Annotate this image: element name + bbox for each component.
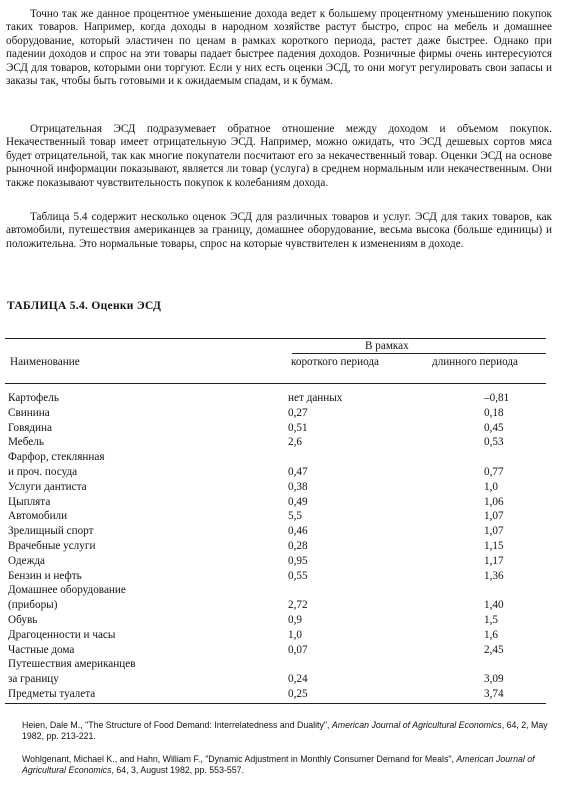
row-long-period-cell: 0,18 bbox=[484, 406, 504, 419]
row-long-period-cell: –0,81 bbox=[484, 392, 510, 404]
row-name-cell: и проч. посуда bbox=[8, 466, 78, 478]
row-name-cell: Цыплята bbox=[8, 495, 51, 508]
table-row bbox=[0, 465, 567, 479]
row-short-period-cell: 2,6 bbox=[288, 436, 302, 449]
row-long-period-cell: 2,45 bbox=[484, 643, 504, 656]
table-row bbox=[0, 643, 567, 657]
row-short-period-cell: 0,47 bbox=[288, 466, 308, 478]
table-bottom-rule bbox=[5, 703, 546, 704]
row-short-period-cell: 0,95 bbox=[288, 554, 308, 567]
row-name-cell: Одежда bbox=[8, 554, 45, 567]
row-long-period-cell: 0,77 bbox=[484, 466, 504, 478]
row-short-period-cell: 2,72 bbox=[288, 599, 308, 612]
table-title: ТАБЛИЦА 5.4. Оценки ЭСД bbox=[7, 300, 162, 312]
row-short-period-cell: 0,9 bbox=[288, 614, 302, 626]
col-name-header: Наименование bbox=[10, 356, 80, 368]
col-short-header: короткого периода bbox=[291, 356, 380, 368]
paragraph-1 bbox=[6, 8, 552, 88]
row-name-cell: Предметы туалета bbox=[8, 688, 96, 700]
paragraph-1-text: Точно так же данное процентное уменьшение дохода ведет к большему процентному уменьшению покупок таких товаров. Например, когда доходы в народном хозяйстве растут быстро, спрос на мебель и домашнее оборудование, который эластичен по ценам в рамках короткого периода, растет даже быстрее. Однако при падении доходов и спрос на эти товары падает быстрее падения доходов. Розничные фирмы очень интересуются ЭСД для товаров, которыми они торгуют. Если у них есть оценки ЭСД, то они могут регулировать свои запасы и заказы так, чтобы быть готовыми и к ожидаемым спадам, и к бумам. bbox=[6, 8, 552, 88]
row-long-period-cell: 0,53 bbox=[484, 436, 504, 449]
row-name-cell: Услуги дантиста bbox=[8, 480, 87, 493]
row-long-period-cell: 0,45 bbox=[484, 421, 504, 434]
table-row bbox=[0, 421, 567, 435]
table-row bbox=[0, 613, 567, 627]
row-name-cell: Фарфор, стеклянная bbox=[8, 451, 105, 464]
row-name-cell: Врачебные услуги bbox=[8, 540, 96, 552]
row-long-period-cell: 1,6 bbox=[484, 628, 498, 641]
table-row bbox=[0, 450, 567, 464]
row-long-period-cell: 1,40 bbox=[484, 599, 504, 612]
col-group-header: В рамках bbox=[365, 340, 409, 352]
table-row bbox=[0, 687, 567, 701]
row-name-cell: Свинина bbox=[8, 406, 50, 419]
row-name-cell: Бензин и нефть bbox=[8, 569, 82, 582]
table-header-rule bbox=[5, 383, 546, 384]
row-short-period-cell: 0,49 bbox=[288, 495, 308, 508]
table-row bbox=[0, 583, 567, 597]
row-short-period-cell: 0,51 bbox=[288, 421, 308, 434]
table-row bbox=[0, 509, 567, 523]
row-long-period-cell: 3,09 bbox=[484, 673, 504, 686]
row-long-period-cell: 1,15 bbox=[484, 540, 504, 552]
table-row bbox=[0, 435, 567, 449]
footnote-2: Wohlgenant, Michael K., and Hahn, William F., "Dynamic Adjustment in Monthly Consumer Demand for Meals", American Journal of Agricultural Economics, 64, 3, August 1982, pp. 553-557. bbox=[22, 754, 535, 775]
table-row bbox=[0, 554, 567, 568]
row-short-period-cell: 0,07 bbox=[288, 643, 308, 656]
row-short-period-cell: 5,5 bbox=[288, 510, 302, 523]
table-row bbox=[0, 628, 567, 642]
table-row bbox=[0, 672, 567, 686]
row-short-period-cell: 0,24 bbox=[288, 673, 308, 686]
paragraph-2 bbox=[6, 123, 552, 190]
row-name-cell: Говядина bbox=[8, 421, 52, 434]
row-name-cell: Картофель bbox=[8, 392, 59, 404]
row-short-period-cell: 0,55 bbox=[288, 569, 308, 582]
row-long-period-cell: 1,5 bbox=[484, 614, 498, 626]
col-long-header: длинного периода bbox=[432, 356, 518, 368]
table-row bbox=[0, 480, 567, 494]
table-row bbox=[0, 598, 567, 612]
row-name-cell: Частные дома bbox=[8, 643, 75, 656]
row-name-cell: за границу bbox=[8, 673, 59, 686]
table-row bbox=[0, 569, 567, 583]
row-short-period-cell: нет данных bbox=[288, 392, 343, 404]
col-group-rule bbox=[292, 353, 546, 354]
table-row bbox=[0, 539, 567, 553]
table-row bbox=[0, 657, 567, 671]
row-name-cell: Домашнее оборудование bbox=[8, 584, 126, 597]
row-long-period-cell: 3,74 bbox=[484, 688, 504, 700]
row-name-cell: Зрелищный спорт bbox=[8, 525, 94, 538]
table-top-rule bbox=[5, 338, 546, 339]
paragraph-3-text: Таблица 5.4 содержит несколько оценок ЭСД для различных товаров и услуг. ЭСД для таких товаров, как автомобили, путешествия американцев за границу, домашнее оборудование, весьма высока (больше единицы) и положительна. Это нормальные товары, спрос на которые чувствителен к изменениям в доходе. bbox=[6, 211, 552, 250]
row-name-cell: (приборы) bbox=[8, 599, 58, 612]
row-name-cell: Драгоценности и часы bbox=[8, 628, 116, 641]
row-name-cell: Автомобили bbox=[8, 510, 68, 523]
row-long-period-cell: 1,17 bbox=[484, 554, 504, 567]
table-row bbox=[0, 524, 567, 538]
row-long-period-cell: 1,0 bbox=[484, 480, 498, 493]
paragraph-2-text: Отрицательная ЭСД подразумевает обратное отношение между доходом и объемом покупок. Некачественный товар имеет отрицательную ЭСД. Например, можно ожидать, что ЭСД дешевых сортов мяса будет отрицательной, так как многие покупатели посчитают его за некачественный товар. Оценки ЭСД на основе рыночной информации показывают, является ли товар (услуга) в среднем нормальным или некачественным. Они также показывают чувствительность покупок к колебаниям дохода. bbox=[6, 123, 552, 189]
paragraph-3 bbox=[6, 211, 552, 251]
row-name-cell: Обувь bbox=[8, 614, 38, 626]
row-short-period-cell: 0,25 bbox=[288, 688, 308, 700]
row-short-period-cell: 0,28 bbox=[288, 540, 308, 552]
row-short-period-cell: 1,0 bbox=[288, 628, 302, 641]
row-short-period-cell: 0,27 bbox=[288, 406, 308, 419]
row-long-period-cell: 1,07 bbox=[484, 510, 504, 523]
row-short-period-cell: 0,38 bbox=[288, 480, 308, 493]
footnote-1: Heien, Dale M., "The Structure of Food Demand: Interrelatedness and Duality", American Journal of Agricultural Economics, 64, 2, May 1982, pp. 213-221. bbox=[22, 720, 548, 741]
row-long-period-cell: 1,36 bbox=[484, 569, 504, 582]
row-short-period-cell: 0,46 bbox=[288, 525, 308, 538]
row-name-cell: Путешествия американцев bbox=[8, 658, 136, 671]
table-row bbox=[0, 391, 567, 405]
row-name-cell: Мебель bbox=[8, 436, 44, 449]
row-long-period-cell: 1,07 bbox=[484, 525, 504, 538]
table-row bbox=[0, 406, 567, 420]
table-row bbox=[0, 495, 567, 509]
row-long-period-cell: 1,06 bbox=[484, 495, 504, 508]
